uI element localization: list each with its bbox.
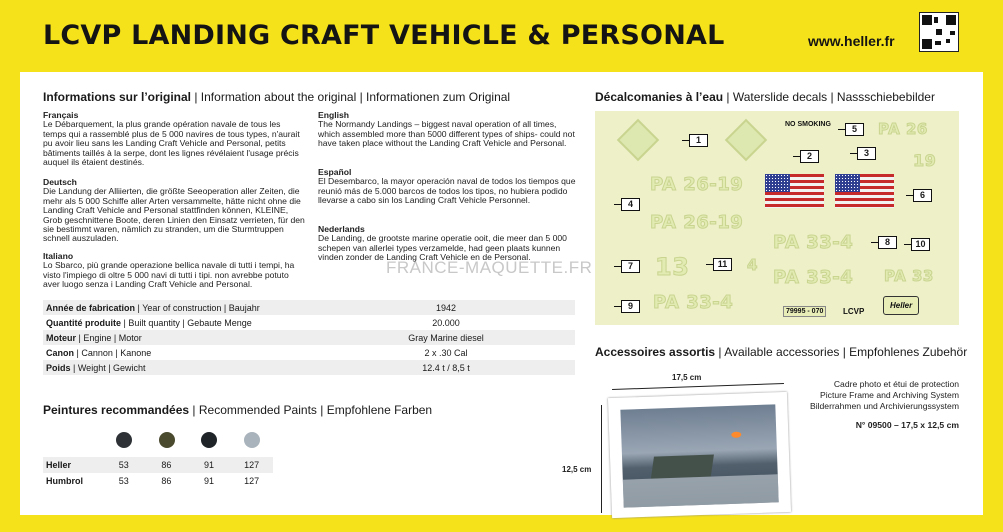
decal-ref: 79995 - 070 (783, 306, 826, 317)
decal-pa2619: PA 26-19 (650, 174, 744, 195)
callout-10: 10 (911, 238, 930, 251)
lang-block-es: Español El Desembarco, la mayor operación naval de todos los tiempos que reunió más de 5.000 barcos de todos los tipos, no hubiera podido llevarse a cabo sin los Landing Craft Vehicle Personnel. (318, 167, 576, 206)
spec-value: 2 x .30 Cal (424, 347, 468, 358)
callout-7: 7 (621, 260, 640, 273)
accessory-description: Cadre photo et étui de protection Picture Frame and Archiving System Bilderrahmen und Archivierungssystem (809, 379, 959, 411)
callout-1: 1 (689, 134, 708, 147)
callout-3: 3 (857, 147, 876, 160)
us-flag-decal (835, 174, 894, 208)
spec-row: Quantité produite | Built quantity | Gebaute Menge 20.000 (43, 315, 575, 330)
decal-pa334: PA 33-4 (773, 267, 854, 288)
paint-row-heller: Heller 53 86 91 127 (43, 457, 273, 473)
left-border (0, 72, 20, 532)
lang-block-de: Deutsch Die Landung der Alliierten, die größte Seeoperation aller Zeiten, die mehr als 5 000 Schiffe aller Arten versammelte, hätte nicht ohne die Landing Craft Vehicle and Personal stattfinden können, KLEINE, Grob geschnittene Boote, deren Linien den Einsatz verrieten, für den sie bestimmt waren, nämlich zu stranden, um die Sturmtruppen schnell auszuladen. (43, 177, 305, 244)
decal-13: 13 (655, 253, 690, 281)
height-dimension-line (601, 405, 602, 513)
decal-pa26: PA 26 (878, 120, 928, 138)
diamond-decal (617, 119, 659, 161)
callout-4: 4 (621, 198, 640, 211)
spec-value: 1942 (435, 302, 457, 313)
info-section-title: Informations sur l’original | Information about the original | Informationen zum Original (43, 90, 511, 104)
heller-logo-decal: Heller (883, 296, 919, 315)
us-flag-decal (765, 174, 824, 208)
spec-row: Année de fabrication | Year of construction | Baujahr 1942 (43, 300, 575, 315)
width-dimension: 17,5 cm (672, 373, 702, 382)
specs-table (43, 300, 575, 375)
accessory-ref: N° 09500 – 17,5 x 12,5 cm (855, 420, 959, 430)
bottom-border (0, 515, 1003, 532)
qr-code-icon[interactable] (919, 12, 959, 52)
page-title: LCVP LANDING CRAFT VEHICLE & PERSONAL (43, 20, 725, 51)
photo-frame-image (608, 392, 791, 518)
decal-pa2619: PA 26-19 (650, 212, 744, 233)
paints-table (43, 457, 273, 489)
lang-block-it: Italiano Lo Sbarco, più grande operazione bellica navale di tutti i tempi, ha visto l'impiego di oltre 5 000 navi di tutti i tipi. non avrebbe potuto aver luogo senza i Landing Craft Vehicle and Personal. (43, 251, 295, 290)
right-border (983, 72, 1003, 532)
decal-pa33: PA 33 (884, 267, 934, 285)
callout-2: 2 (800, 150, 819, 163)
height-dimension: 12,5 cm (562, 465, 592, 474)
decals-section-title: Décalcomanies à l’eau | Waterslide decals | Nassschiebebilder (595, 90, 935, 104)
decal-4: 4 (747, 256, 758, 274)
spec-row: Moteur | Engine | Motor Gray Marine diesel (43, 330, 575, 345)
callout-5: 5 (845, 123, 864, 136)
diamond-decal (725, 119, 767, 161)
paint-swatch (244, 432, 260, 448)
watermark: FRANCE-MAQUETTE.FR (386, 258, 593, 277)
width-dimension-line (612, 383, 784, 390)
decal-pa334: PA 33-4 (653, 292, 734, 313)
callout-8: 8 (878, 236, 897, 249)
website-link[interactable]: www.heller.fr (808, 33, 895, 49)
decal-pa334: PA 33-4 (773, 232, 854, 253)
callout-6: 6 (913, 189, 932, 202)
spec-value: 20.000 (432, 317, 460, 328)
spec-value: Gray Marine diesel (408, 332, 484, 343)
spec-row: Poids | Weight | Gewicht 12.4 t / 8,5 t (43, 360, 575, 375)
decal-model: LCVP (843, 307, 865, 316)
callout-11: 11 (713, 258, 732, 271)
lang-block-fr: Français Le Débarquement, la plus grande opération navale de tous les temps qui a rassemblé plus de 5 000 navires de tous types, n'aurait pu avoir lieu sans les Landing Craft Vehicle and Personal, petits bâtiments taillés à la serpe, dont les lignes révélaient l'usage précis auquel ils étaient destinés. (43, 110, 300, 168)
accessories-section-title: Accessoires assortis | Available accessories | Empfohlenes Zubehör (595, 345, 968, 359)
paints-section-title: Peintures recommandées | Recommended Paints | Empfohlene Farben (43, 403, 433, 417)
spec-row: Canon | Cannon | Kanone 2 x .30 Cal (43, 345, 575, 360)
landing-craft-photo (620, 404, 778, 507)
decal-19: 19 (913, 151, 937, 170)
lang-block-en: English The Normandy Landings – biggest naval operation of all times, which assembled more than 5000 different types of ships- could not have taken place without the Landing Craft Vehicle and Personal. (318, 110, 575, 149)
decal-sheet (595, 111, 959, 325)
lang-block-nl: Nederlands De Landing, de grootste marine operatie ooit, die meer dan 5 000 schepen van allerlei types verzamelde, had geen plaats kunnen vinden zonder de Landing Craft Vehicle en de Personal. (318, 224, 567, 263)
callout-9: 9 (621, 300, 640, 313)
paint-swatch (159, 432, 175, 448)
no-smoking-decal: NO SMOKING (785, 121, 831, 128)
paint-swatch (116, 432, 132, 448)
paint-swatch (201, 432, 217, 448)
spec-value: 12.4 t / 8,5 t (422, 362, 470, 373)
paint-row-humbrol: Humbrol 53 86 91 127 (46, 476, 260, 486)
